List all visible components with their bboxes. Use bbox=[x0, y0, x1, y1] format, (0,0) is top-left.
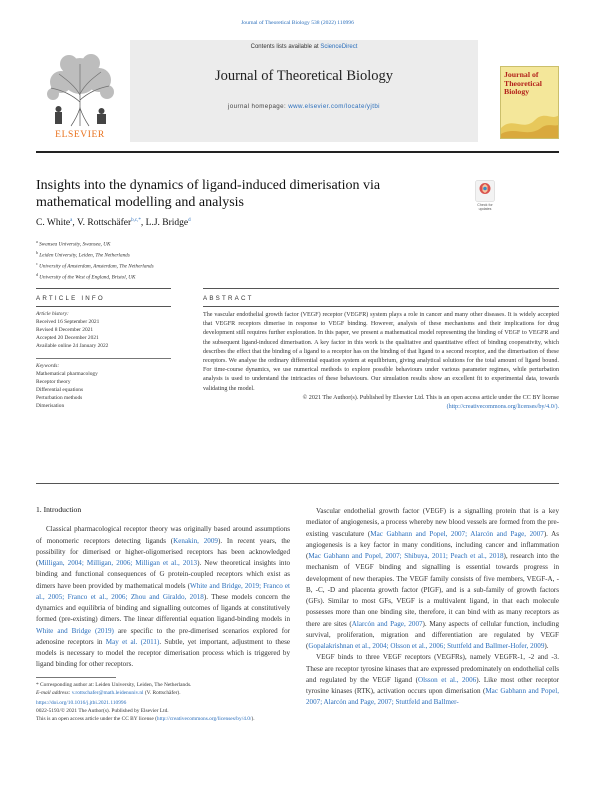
elsevier-logo bbox=[36, 50, 124, 142]
history-available-online: Available online 24 January 2022 bbox=[36, 342, 109, 349]
email-suffix: (V. Rottschäfer). bbox=[143, 689, 181, 696]
intro-paragraph-1 bbox=[36, 524, 290, 670]
crossmark-badge[interactable] bbox=[474, 180, 496, 211]
affiliation-text: Swansea University, Swansea, UK bbox=[39, 241, 111, 248]
author-name[interactable]: L.J. Bridge bbox=[145, 218, 189, 229]
affiliation-text: University of the West of England, Bristol, UK bbox=[39, 274, 136, 281]
body-top-rule bbox=[36, 483, 559, 484]
citation-link[interactable]: White and Bridge, 2019; Franco et al., 2005; Franco et al., 2006; Zhou and Giraldo, 2018 bbox=[36, 581, 291, 601]
keywords bbox=[36, 363, 171, 410]
contents-prefix: Contents lists available at bbox=[250, 44, 321, 50]
affiliation-item bbox=[36, 249, 154, 260]
affiliation-item bbox=[36, 260, 154, 271]
citation-link[interactable]: Olsson et al., 2006 bbox=[417, 675, 477, 684]
abstract-body bbox=[203, 311, 559, 413]
article-info-heading-rule bbox=[36, 306, 171, 307]
open-access-suffix: ). bbox=[251, 715, 255, 722]
crossmark-label-1: Check for bbox=[477, 203, 493, 207]
paragraph-text: Classical pharmacological receptor theory was originally based around assumptions of monomeric receptors detecting ligands ( bbox=[36, 525, 290, 545]
publisher-name: ELSEVIER bbox=[55, 130, 105, 140]
paragraph-text: ). In recent years, the possibility for dimerised or higher-oligomerised receptors has been acknowledged ( bbox=[36, 536, 290, 567]
paragraph-text: ), research into the mechanism of VEGF binding and signalling is essential towards progress in development of new therapies. The VEGF family consists of five members, VEGF-A, -B, -C, -D and placenta growth factor (PIGF), and is a sub-family of growth factors (GFs). Similar to most GFs, VEGF is a multivalent ligand, in that each molecule possesses more than one binding site, therefore, it can bind with as many receptors as there are sites ( bbox=[306, 552, 559, 628]
citation-link[interactable]: Milligan, 2004; Milligan, 2006; Milligan et al., 2013 bbox=[38, 559, 198, 567]
article-info-divider bbox=[36, 358, 171, 359]
citation-link[interactable]: White and Bridge (2019) bbox=[36, 626, 114, 635]
article-history bbox=[36, 311, 171, 351]
homepage-line bbox=[130, 103, 478, 110]
abstract-heading-rule bbox=[203, 306, 559, 307]
license-statement: © 2021 The Author(s). Published by Elsevier Ltd. This is an open access article under the CC BY license bbox=[302, 395, 559, 402]
author-separator: , bbox=[140, 218, 146, 229]
article-history-label: Article history: bbox=[36, 311, 69, 317]
author-affiliation-marker[interactable]: b,c,* bbox=[131, 218, 141, 223]
journal-name: Journal of Theoretical Biology bbox=[214, 68, 394, 84]
affiliation-marker: c bbox=[36, 261, 38, 267]
citation-link[interactable]: May et al. (2011) bbox=[105, 637, 160, 646]
cover-title-line-3: Biology bbox=[504, 87, 530, 96]
citation-link[interactable]: Alarcón and Page, 2007 bbox=[351, 619, 423, 628]
body-column-right bbox=[306, 506, 559, 709]
open-access-line bbox=[36, 716, 436, 724]
cover-artwork-icon bbox=[501, 98, 559, 138]
affiliation-marker: a bbox=[36, 239, 38, 244]
open-access-license-link[interactable]: http://creativecommons.org/licenses/by/4.0/ bbox=[156, 715, 252, 722]
cover-title bbox=[501, 67, 558, 97]
citation-link[interactable]: Kenakin, 2009 bbox=[173, 536, 218, 545]
open-access-prefix: This is an open access article under the CC BY license ( bbox=[36, 715, 157, 722]
corresponding-author-note: * Corresponding author at: Leiden University, Leiden, The Netherlands. bbox=[36, 682, 192, 688]
affiliation-item bbox=[36, 271, 154, 282]
author-name[interactable]: V. Rottschäfer bbox=[76, 218, 132, 229]
footnote-rule bbox=[36, 677, 116, 678]
history-accepted: Accepted 20 December 2021 bbox=[36, 334, 99, 341]
email-line bbox=[36, 690, 306, 698]
footnote bbox=[36, 682, 306, 698]
paragraph-text: ). These models concern the dynamics and equilibria of binding and signalling outcomes of ligands at constitutively formed (pre-existing) dimers. The linear differential equation ligand-binding models in bbox=[36, 592, 290, 624]
article-info-top-rule bbox=[36, 288, 171, 289]
abstract-heading: ABSTRACT bbox=[203, 295, 254, 302]
body-column-left bbox=[36, 504, 290, 671]
keyword-item: Receptor theory bbox=[36, 378, 71, 385]
citation-link[interactable]: Mac Gabhann and Popel, 2007; Alarcón and Page, 2007 bbox=[370, 529, 544, 538]
journal-masthead bbox=[130, 40, 478, 142]
crossmark-label-2: updates bbox=[478, 207, 492, 211]
article-info-panel bbox=[36, 311, 171, 411]
body-paragraph-vegf bbox=[306, 506, 559, 652]
paragraph-text: Vascular endothelial growth factor (VEGF) is a signalling protein that is a key mediator of angiogenesis, a process whereby new blood vessels are formed from the pre-existing vasculature ( bbox=[306, 507, 559, 538]
affiliation-text: University of Amsterdam, Amsterdam, The Netherlands bbox=[39, 263, 154, 270]
paragraph-text: VEGF binds to three VEGF receptors (VEGFRs), namely VEGFR-1, -2 and -3. These are receptor tyrosine kinases that are expressed predominately on endothelial cells and regulated by the VEGF ligand ( bbox=[306, 653, 559, 684]
paragraph-text: ). As angiogenesis is a key factor in many conditions, including cancer and inflammation ( bbox=[306, 529, 560, 560]
email-label: E-mail address: bbox=[36, 689, 72, 696]
keyword-item: Mathematical pharmacology bbox=[36, 371, 98, 378]
affiliation-text: Leiden University, Leiden, The Netherlands bbox=[39, 252, 130, 259]
journal-cover-thumbnail bbox=[500, 66, 559, 139]
email-link[interactable]: v.rottschafer@math.leidenuniv.nl bbox=[71, 689, 144, 696]
keyword-item: Perturbation methods bbox=[36, 394, 83, 401]
paragraph-text: ). New theoretical insights into binding and functional consequences of G protein-coupled receptors which exist as dimers have been provided by mathematical models ( bbox=[36, 559, 290, 590]
author-name[interactable]: C. White bbox=[36, 218, 71, 229]
author-affiliation-marker[interactable]: a bbox=[70, 218, 73, 223]
contents-line bbox=[130, 44, 478, 50]
homepage-prefix: journal homepage: bbox=[228, 103, 289, 110]
abstract-text: The vascular endothelial growth factor (VEGF) receptor (VEGFR) system plays a role in cancer and many other diseases. It is widely accepted that VEGFR receptors dimerise in response to VEGF binding. However, analysis of these mechanisms and their implications for drug development still requires further exploration. In this paper, we present a mathematical model representing the binding of VEGF to VEGFR and the subsequent ligand-induced dimerisation. A key factor in this work is the qualitative and quantitative effect of binding cooperativity, which describes the effect that the binding of a ligand to a receptor has on the binding of that ligand to a second receptor, and the dimerisation of these receptors. We analyse the ordinary differential equation system at equilibrium, giving analytical solutions for the total amount of ligand bound. For time-course dynamics, we use numerical methods to explore possible behaviours under various parameter regimes, while perturbation analysis is used to understand the intricacies of these behaviours. Our simulation results show an excellent fit to experimental data, towards validating the model. bbox=[203, 312, 559, 392]
author-separator: , bbox=[72, 218, 77, 229]
elsevier-tree-icon bbox=[41, 50, 119, 128]
cover-title-line-1: Journal of bbox=[504, 70, 539, 79]
citation-link[interactable]: Gopalakrishnan et al., 2004; Olsson et al., 2006; Stuttfeld and Ballmer-Hofer, 2009 bbox=[308, 642, 545, 650]
section-heading-introduction: 1. Introduction bbox=[36, 505, 82, 514]
paragraph-text: ). Like most other receptor tyrosine kinases (RTK), activation occurs upon dimerisation ( bbox=[306, 675, 559, 695]
abstract-license bbox=[203, 394, 559, 412]
keyword-item: Dimerisation bbox=[36, 402, 65, 409]
affiliation-item bbox=[36, 238, 154, 249]
affiliation-marker: b bbox=[36, 250, 38, 256]
page-footer bbox=[36, 700, 436, 723]
homepage-link[interactable]: www.elsevier.com/locate/yjtbi bbox=[288, 103, 380, 110]
paragraph-text: are specific to the pre-dimerised scenarios explored for adenosine receptors in bbox=[36, 626, 290, 646]
paragraph-text: ). bbox=[544, 642, 549, 650]
history-revised: Revised 8 December 2021 bbox=[36, 326, 94, 333]
author-affiliation-marker[interactable]: d bbox=[188, 218, 191, 223]
keyword-item: Differential equations bbox=[36, 386, 84, 393]
journal-citation-link[interactable]: Journal of Theoretical Biology 538 (2022) 110996 bbox=[241, 20, 354, 26]
paragraph-text: ). Many aspects of cellular function, including survival, proliferation, migration and differentiation are regulated by VEGF ( bbox=[306, 619, 559, 650]
sciencedirect-link[interactable]: ScienceDirect bbox=[320, 44, 358, 50]
issn-line: 0022-5193/© 2021 The Author(s). Published by Elsevier Ltd. bbox=[36, 707, 169, 714]
author-list bbox=[36, 218, 191, 228]
citation-link[interactable]: Mac Gabhann and Popel, 2007; Shibuya, 2011; Peach et al., 2018 bbox=[308, 552, 504, 560]
citation-link[interactable]: Mac Gabhann and Popel, 2007; Alarcón and Page, 2007; Stuttfeld and Ballmer- bbox=[306, 687, 559, 707]
abstract-top-rule bbox=[203, 288, 559, 289]
affiliation-marker: d bbox=[36, 272, 38, 278]
journal-header bbox=[36, 40, 559, 153]
affiliation-list bbox=[36, 238, 154, 282]
article-title: Insights into the dynamics of ligand-induced dimerisation via mathematical modelling and analysis bbox=[36, 178, 381, 210]
cover-title-line-2: Theoretical bbox=[504, 78, 542, 88]
paragraph-text: . Subtle, yet important, adjustment to these models is necessary to model the receptor dimerisation process which is triggered by ligand binding for other receptors. bbox=[36, 637, 290, 669]
keywords-label: Keywords: bbox=[36, 363, 60, 370]
history-received: Received 16 September 2021 bbox=[36, 318, 100, 325]
license-link[interactable]: (http://creativecommons.org/licenses/by/4.0/). bbox=[446, 404, 559, 411]
doi-link[interactable]: https://doi.org/10.1016/j.jtbi.2021.110996 bbox=[36, 700, 127, 706]
crossmark-icon bbox=[475, 180, 495, 202]
article-info-heading: ARTICLE INFO bbox=[36, 295, 105, 302]
